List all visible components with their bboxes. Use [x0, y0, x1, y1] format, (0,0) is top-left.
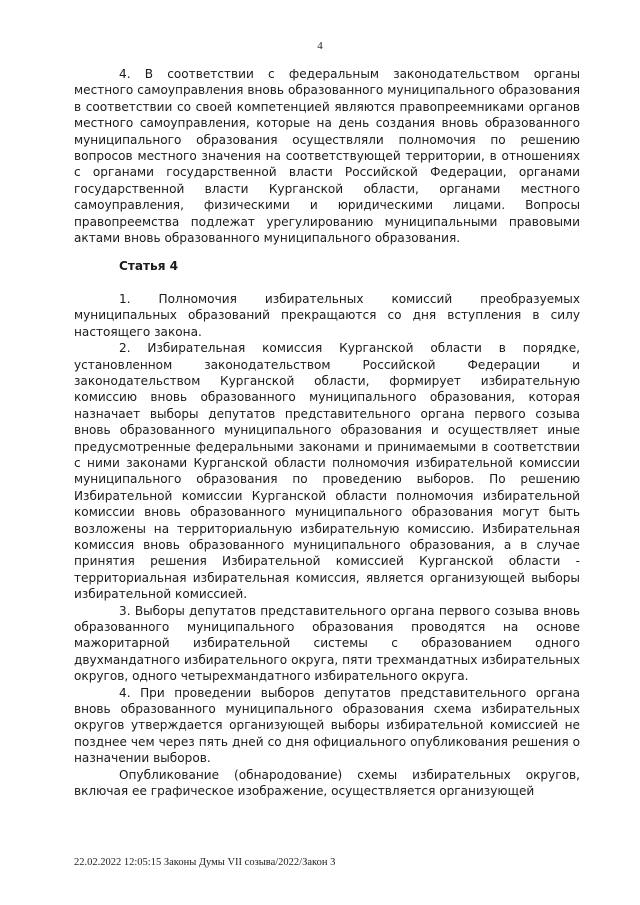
paragraph: Опубликование (обнародование) схемы избирательных округов, включая ее графическое изображение, осуществляется организующей	[74, 767, 580, 799]
paragraph: 3. Выборы депутатов представительного органа первого созыва вновь образованного муниципального образования проводятся на основе мажоритарной избирательной системы с образованием одного двухмандатного избирательного округа, пяти трехмандатных избирательных округов, одного четырехмандатного избирательного округа.	[74, 603, 580, 684]
document-footer: 22.02.2022 12:05:15 Законы Думы VII созыва/2022/Закон 3	[74, 857, 336, 868]
page-number: 4	[317, 40, 323, 52]
paragraph: 2. Избирательная комиссия Курганской области в порядке, установленном законодательством Российской Федерации и законодательством Курганской области, формирует избирательную комиссию вновь образованного муниципального образования, которая назначает выборы депутатов представительного органа первого созыва вновь образованного муниципального образования и осуществляет иные предусмотренные федеральными законами и принимаемыми в соответствии с ними законами Курганской области полномочия избирательной комиссии муниципального образования по проведению выборов. По решению Избирательной комиссии Курганской области полномочия избирательной комиссии вновь образованного муниципального образования могут быть возложены на территориальную избирательную комиссию. Избирательная комиссия вновь образованного муниципального образования, а в случае принятия решения Избирательной комиссией Курганской области - территориальная избирательная комиссия, является организующей выборы избирательной комиссией.	[74, 341, 580, 602]
paragraph: 4. При проведении выборов депутатов представительного органа вновь образованного муниципального образования схема избирательных округов утверждается организующей выборы избирательной комиссией не позднее чем через пять дней со дня официального опубликования решения о назначении выборов.	[74, 685, 580, 766]
paragraph: 1. Полномочия избирательных комиссий преобразуемых муниципальных образований прекращаются со дня вступления в силу настоящего закона.	[74, 291, 580, 339]
document-body	[74, 66, 580, 799]
article-heading: Статья 4	[119, 259, 179, 274]
paragraph: 4. В соответствии с федеральным законодательством органы местного самоуправления вновь образованного муниципального образования в соответствии со своей компетенцией являются правопреемниками органов местного самоуправления, которые на день создания вновь образованного муниципального образования осуществляли полномочия по решению вопросов местного значения на соответствующей территории, в отношениях с органами государственной власти Российской Федерации, органами государственной власти Курганской области, органами местного самоуправления, физическими и юридическими лицами. Вопросы правопреемства подлежат урегулированию муниципальными правовыми актами вновь образованного муниципального образования.	[74, 67, 580, 246]
